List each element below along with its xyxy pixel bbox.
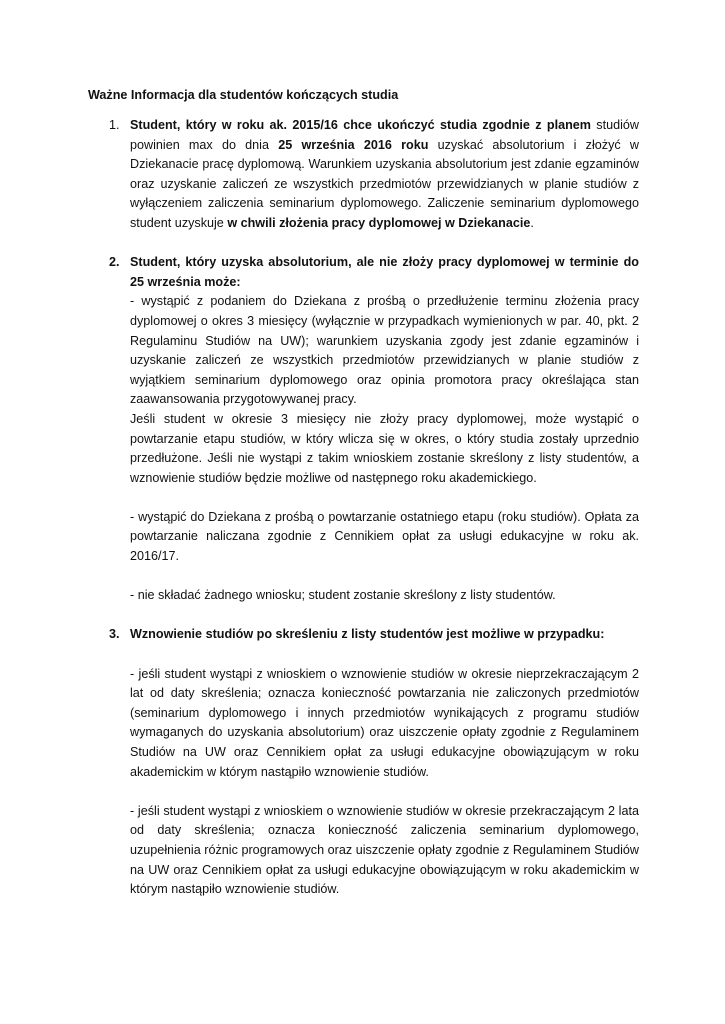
spacer (88, 234, 639, 254)
spacer (130, 567, 639, 587)
item-heading: Wznowienie studiów po skreśleniu z listy studentów jest możliwe w przypadku: (130, 627, 605, 642)
text: studiów powinien max do dnia (130, 118, 639, 152)
bold-date: 25 września 2016 roku (278, 137, 429, 152)
list-item-1 (88, 116, 639, 234)
paragraph: - wystąpić z podaniem do Dziekana z prośbą o przedłużenie terminu złożenia pracy dyplomowej o okres 3 miesięcy (wyłącznie w przypadkach wymienionych w par. 40, pkt. 2 Regulaminu Studiów na UW); warunkiem uzyskania zgody jest zdanie egzaminów i uzyskanie zaliczeń ze wszystkich przedmiotów przewidzianych w planie studiów z wyjątkiem seminarium dyplomowego oraz opinia promotora pracy określająca stan zaawansowania przygotowywanej pracy. (130, 294, 639, 407)
spacer (130, 488, 639, 508)
numbered-list (88, 116, 639, 900)
document-title: Ważne Informacja dla studentów kończących studia (88, 88, 399, 102)
item-number: 2. (109, 255, 120, 270)
spacer (130, 782, 639, 802)
paragraph: - wystąpić do Dziekana z prośbą o powtarzanie ostatniego etapu (roku studiów). Opłata za powtarzanie naliczana zgodnie z Cennikiem opłat za usługi edukacyjne w roku ak. 2016/17. (130, 509, 639, 564)
bold-text: Student, który w roku ak. 2015/16 chce ukończyć studia zgodnie z planem (130, 118, 591, 132)
spacer (88, 606, 639, 626)
text: . (530, 215, 534, 230)
bold-text: w chwili złożenia pracy dyplomowej w Dziekanacie (227, 215, 531, 230)
item-heading: Student, który uzyska absolutorium, ale nie złoży pracy dyplomowej w terminie do 25 września może: (130, 255, 639, 289)
list-item-2 (88, 253, 639, 606)
paragraph: - jeśli student wystąpi z wnioskiem o wznowienie studiów w okresie przekraczającym 2 lata od daty skreślenia; oznacza konieczność zaliczenia seminarium dyplomowego, uzupełnienia różnic programowych oraz uiszczenie opłaty zgodnie z Regulaminem Studiów na UW oraz Cennikiem opłat za usługi edukacyjne obowiązującym w roku akademickim w którym nastąpiło wznowienie studiów. (130, 803, 639, 897)
list-item-3 (88, 625, 639, 899)
paragraph: - jeśli student wystąpi z wnioskiem o wznowienie studiów w okresie nieprzekraczającym 2 lat od daty skreślenia; oznacza konieczność powtarzania nie zaliczonych przedmiotów (seminarium dyplomowego i innych przedmiotów wynikających z programu studiów wymaganych do uzyskania absolutorium) oraz uiszczenie opłaty zgodnie z Regulaminem Studiów na UW oraz Cennikiem opłat za usługi edukacyjne obowiązującym w roku akademickim w którym nastąpiło wznowienie studiów. (130, 666, 639, 779)
spacer (130, 645, 639, 665)
paragraph: - nie składać żadnego wniosku; student zostanie skreślony z listy studentów. (130, 588, 556, 603)
paragraph (130, 116, 639, 234)
item-number: 3. (109, 627, 120, 642)
text: uzyskać absolutorium i złożyć w Dziekanacie pracę dyplomową. Warunkiem uzyskania absolutorium jest zdanie egzaminów oraz uzyskanie zaliczeń ze wszystkich przedmiotów przewidzianych w planie studiów z wyłączeniem zaliczenia seminarium dyplomowego. Zaliczenie seminarium dyplomowego student uzyskuje (130, 137, 639, 230)
item-number: 1. (109, 118, 120, 132)
paragraph: Jeśli student w okresie 3 miesięcy nie złoży pracy dyplomowej, może wystąpić o powtarzanie etapu studiów, w który wlicza się w okres, o który studia zostały uprzednio przedłużone. Jeśli nie wystąpi z takim wnioskiem zostanie skreślony z listy studentów, a wznowienie studiów będzie możliwe od następnego roku akademickiego. (130, 411, 639, 485)
